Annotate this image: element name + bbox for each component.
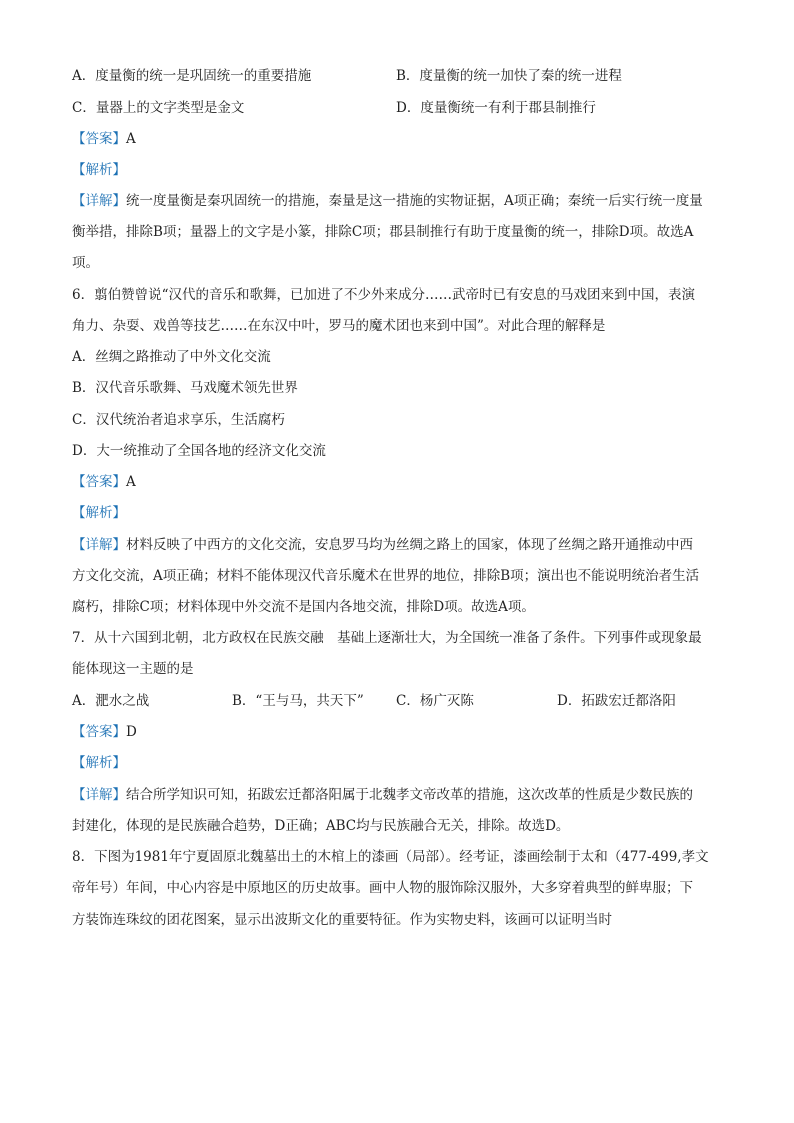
q6-option-c: C．汉代统治者追求享乐，生活腐朽 (72, 412, 285, 428)
answer-value: A (126, 131, 136, 147)
q5-detail-line-2: 衡举措，排除B项；量器上的文字是小篆，排除C项；郡县制推行有助于度量衡的统一，排除D项。故选A (72, 224, 694, 240)
q6-stem-line-1: 6．翦伯赞曾说“汉代的音乐和歌舞，已加进了不少外来成分……武帝时已有安息的马戏团来到中国，表演 (72, 287, 695, 303)
detail-tag: 【详解】 (72, 787, 126, 803)
answer-value: A (126, 474, 136, 490)
answer-value: D (126, 724, 137, 740)
q6-detail-line-1 (72, 535, 722, 555)
q7-analysis-tag (72, 753, 722, 773)
q6-stem-line-2: 角力、杂耍、戏兽等技艺……在东汉中叶，罗马的魔术团也来到中国”。对此合理的解释是 (72, 318, 606, 334)
detail-text: 结合所学知识可知，拓跋宏迁都洛阳属于北魏孝文帝改革的措施，这次改革的性质是少数民族的 (126, 787, 693, 803)
detail-text: 统一度量衡是秦巩固统一的措施，秦量是这一措施的实物证据，A项正确；秦统一后实行统一度量 (126, 193, 703, 209)
q6-option-a: A．丝绸之路推动了中外文化交流 (72, 349, 271, 365)
q8-stem-line-3: 方装饰连珠纹的团花图案，显示出波斯文化的重要特征。作为实物史料，该画可以证明当时 (72, 912, 612, 928)
analysis-tag: 【解析】 (72, 755, 126, 771)
q7-detail-line-1 (72, 785, 722, 805)
q7-answer (72, 722, 722, 742)
analysis-tag: 【解析】 (72, 162, 126, 178)
detail-tag: 【详解】 (72, 193, 126, 209)
q5-detail-line-3: 项。 (72, 255, 99, 271)
q5-option-d: D．度量衡统一有利于郡县制推行 (396, 100, 596, 116)
q7-detail-line-2: 封建化，体现的是民族融合趋势，D正确；ABC均与民族融合无关，排除。故选D。 (72, 818, 570, 834)
q5-analysis-tag (72, 160, 722, 180)
q7-option-b: B．“王与马，共天下” (232, 693, 364, 709)
q7-stem-line-2: 能体现这一主题的是 (72, 661, 194, 677)
q6-answer (72, 472, 722, 492)
analysis-tag: 【解析】 (72, 505, 126, 521)
q5-option-c: C．量器上的文字类型是金文 (72, 100, 245, 116)
q7-stem-line-1: 7．从十六国到北朝，北方政权在民族交融 基础上逐渐壮大，为全国统一准备了条件。下列事件或现象最 (72, 630, 702, 646)
q6-option-b: B．汉代音乐歌舞、马戏魔术领先世界 (72, 380, 298, 396)
detail-text: 材料反映了中西方的文化交流，安息罗马均为丝绸之路上的国家，体现了丝绸之路开通推动中西 (126, 537, 693, 553)
q6-detail-line-3: 腐朽，排除C项；材料体现中外交流不是国内各地交流，排除D项。故选A项。 (72, 599, 535, 615)
q8-stem-line-2: 帝年号）年间，中心内容是中原地区的历史故事。画中人物的服饰除汉服外，大多穿着典型的鲜卑服；下 (72, 880, 693, 896)
answer-tag: 【答案】 (72, 724, 126, 740)
q7-option-d: D．拓跋宏迁都洛阳 (557, 693, 676, 709)
answer-tag: 【答案】 (72, 131, 126, 147)
q6-option-d: D．大一统推动了全国各地的经济文化交流 (72, 443, 326, 459)
q8-stem-line-1: 8．下图为1981年宁夏固原北魏墓出土的木棺上的漆画（局部）。经考证，漆画绘制于太和（477-499,孝文 (72, 849, 709, 865)
q7-option-c: C．杨广灭陈 (396, 693, 474, 709)
q5-option-a: A．度量衡的统一是巩固统一的重要措施 (72, 68, 312, 84)
q6-detail-line-2: 方文化交流，A项正确；材料不能体现汉代音乐魔术在世界的地位，排除B项；演出也不能说明统治者生活 (72, 568, 700, 584)
q5-answer (72, 129, 722, 149)
q5-option-b: B．度量衡的统一加快了秦的统一进程 (396, 68, 622, 84)
q7-option-a: A．淝水之战 (72, 693, 150, 709)
q5-detail-line-1 (72, 191, 722, 211)
q6-analysis-tag (72, 503, 722, 523)
detail-tag: 【详解】 (72, 537, 126, 553)
answer-tag: 【答案】 (72, 474, 126, 490)
